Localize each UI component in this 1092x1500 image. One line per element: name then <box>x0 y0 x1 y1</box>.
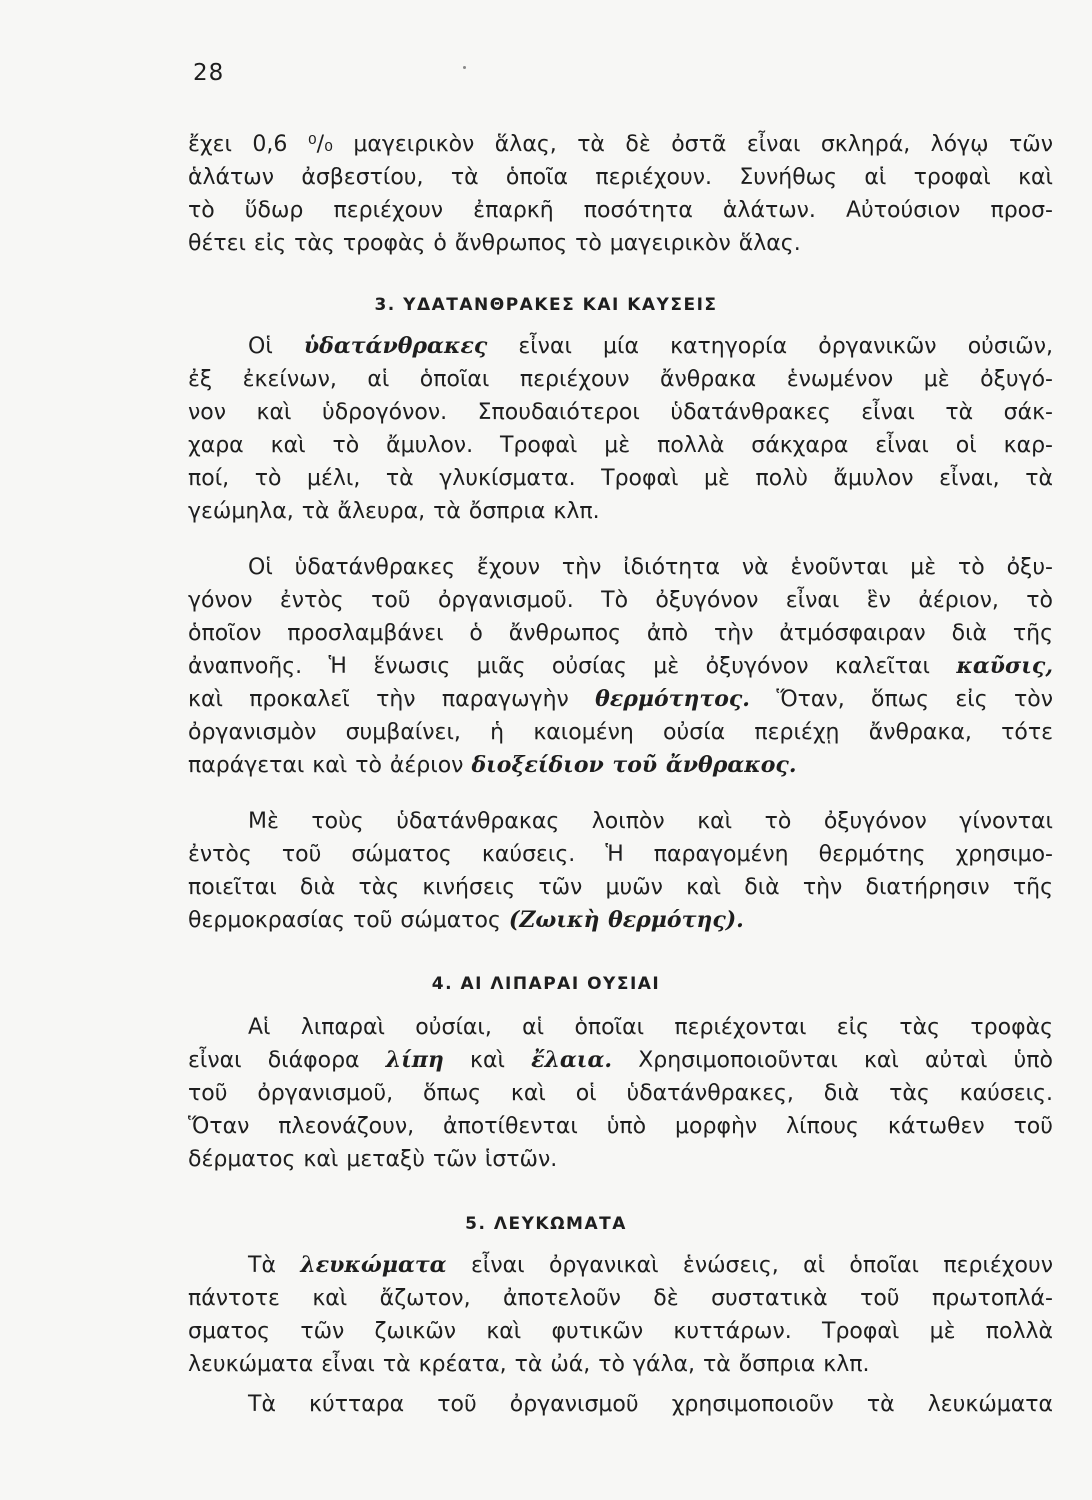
text-line: δέρματος καὶ μεταξὺ τῶν ἱστῶν. <box>188 1147 558 1172</box>
text-line: τοῦ ὀργανισμοῦ, ὅπως καὶ οἱ ὑδατάνθρακες, διὰ τὰς καύσεις. <box>188 1081 1053 1106</box>
text-fragment: Τὰ <box>248 1253 276 1278</box>
text-line: πάντοτε καὶ ἄζωτον, ἀποτελοῦν δὲ συστατικὰ τοῦ πρωτοπλά- <box>188 1286 1053 1311</box>
text-line: χαρα καὶ τὸ ἄμυλον. Τροφαὶ μὲ πολλὰ σάκχαρα εἶναι οἱ καρ- <box>188 433 1053 458</box>
text-line: θέτει εἰς τὰς τροφὰς ὁ ἄνθρωπος τὸ μαγειρικὸν ἅλας. <box>188 231 801 256</box>
text-fragment: εἶναι μία κατηγορία ὀργανικῶν οὐσιῶν, <box>518 334 1053 359</box>
paragraph-combustion <box>188 551 1053 782</box>
text-line: Αἱ λιπαραὶ οὐσίαι, αἱ ὁποῖαι περιέχονται εἰς τὰς τροφὰς <box>248 1015 1053 1040</box>
text-line: νον καὶ ὑδρογόνον. Σπουδαιότεροι ὑδατάνθρακες εἶναι τὰ σάκ- <box>188 400 1053 425</box>
text-line <box>188 650 1053 683</box>
text-line: ἐντὸς τοῦ σώματος καύσεις. Ἡ παραγομένη θερμότης χρησιμο- <box>188 842 1053 867</box>
text-fragment: ἀναπνοῆς. Ἡ ἕνωσις μιᾶς οὐσίας μὲ ὀξυγόνον καλεῖται <box>188 654 930 679</box>
term-carbohydrates: ὑδατάνθρακες <box>303 333 488 359</box>
paragraph-proteins-use <box>188 1388 1053 1421</box>
term-combustion: καῦσις, <box>956 653 1053 679</box>
text-fragment: καὶ <box>470 1048 505 1073</box>
text-fragment: Χρησιμοποιοῦνται καὶ αὐταὶ ὑπὸ <box>638 1048 1053 1073</box>
text-line: ποί, τὸ μέλι, τὰ γλυκίσματα. Τροφαὶ μὲ πολὺ ἄμυλον εἶναι, τὰ <box>188 466 1053 491</box>
section-heading-fats: 4. ΑΙ ΛΙΠΑΡΑΙ ΟΥΣΙΑΙ <box>431 974 661 994</box>
text-line <box>188 683 1053 716</box>
term-proteins: λευκώματα <box>300 1252 447 1278</box>
text-fragment: παράγεται καὶ τὸ ἀέριον <box>188 753 464 778</box>
section-heading-proteins: 5. ΛΕΥΚΩΜΑΤΑ <box>465 1214 627 1234</box>
term-fats: λίπη <box>385 1047 444 1073</box>
text-line: Οἱ ὑδατάνθρακες ἔχουν τὴν ἰδιότητα νὰ ἑνοῦνται μὲ τὸ ὀξυ- <box>248 555 1053 580</box>
paragraph-salts <box>188 128 1053 260</box>
text-line: λευκώματα εἶναι τὰ κρέατα, τὰ ὠά, τὸ γάλα, τὰ ὄσπρια κλπ. <box>188 1352 870 1377</box>
text-line <box>188 904 1053 937</box>
text-line: τὸ ὕδωρ περιέχουν ἐπαρκῆ ποσότητα ἁλάτων. Αὐτούσιον προσ- <box>188 198 1053 223</box>
text-line <box>188 1249 1053 1282</box>
text-fragment: καὶ προκαλεῖ τὴν παραγωγὴν <box>188 687 569 712</box>
text-line: Τὰ κύτταρα τοῦ ὀργανισμοῦ χρησιμοποιοῦν τὰ λευκώματα <box>248 1392 1053 1417</box>
text-fragment: εἶναι διάφορα <box>188 1048 360 1073</box>
term-oils: ἔλαια. <box>531 1047 613 1073</box>
text-line: γεώμηλα, τὰ ἄλευρα, τὰ ὄσπρια κλπ. <box>188 499 600 524</box>
term-animal-heat: (Ζωικὴ θερμότης). <box>508 907 744 933</box>
text-fragment: θερμοκρασίας τοῦ σώματος <box>188 908 501 933</box>
text-line <box>188 330 1053 363</box>
text-line: ἔχει 0,6 ⁰/₀ μαγειρικὸν ἅλας, τὰ δὲ ὀστᾶ εἶναι σκληρά, λόγῳ τῶν <box>188 132 1053 157</box>
text-line: σματος τῶν ζωικῶν καὶ φυτικῶν κυττάρων. Τροφαὶ μὲ πολλὰ <box>188 1319 1053 1344</box>
paragraph-body-heat <box>188 805 1053 937</box>
text-line: γόνον ἐντὸς τοῦ ὀργανισμοῦ. Τὸ ὀξυγόνον εἶναι ἓν ἀέριον, τὸ <box>188 588 1053 613</box>
text-line: ἁλάτων ἀσβεστίου, τὰ ὁποῖα περιέχουν. Συνήθως αἱ τροφαὶ καὶ <box>188 165 1053 190</box>
text-line: Ὅταν πλεονάζουν, ἀποτίθενται ὑπὸ μορφὴν λίπους κάτωθεν τοῦ <box>188 1114 1053 1139</box>
paragraph-fats <box>188 1011 1053 1176</box>
text-line <box>188 1044 1053 1077</box>
paragraph-carbohydrates-intro <box>188 330 1053 528</box>
text-line: ἐξ ἐκείνων, αἱ ὁποῖαι περιέχουν ἄνθρακα ἑνωμένον μὲ ὀξυγό- <box>188 367 1053 392</box>
text-fragment: Ὅταν, ὅπως εἰς τὸν <box>776 687 1053 712</box>
page-number: 28 <box>193 60 225 86</box>
term-carbon-dioxide: διοξείδιον τοῦ ἄνθρακος. <box>471 752 797 778</box>
term-heat: θερμότητος. <box>595 686 750 712</box>
text-line: Μὲ τοὺς ὑδατάνθρακας λοιπὸν καὶ τὸ ὀξυγόνον γίνονται <box>248 809 1053 834</box>
text-line: ὁποῖον προσλαμβάνει ὁ ἄνθρωπος ἀπὸ τὴν ἀτμόσφαιραν διὰ τῆς <box>188 621 1053 646</box>
text-line <box>188 749 1053 782</box>
text-line: ποιεῖται διὰ τὰς κινήσεις τῶν μυῶν καὶ διὰ τὴν διατήρησιν τῆς <box>188 875 1053 900</box>
section-heading-carbohydrates: 3. ΥΔΑΤΑΝΘΡΑΚΕΣ ΚΑΙ ΚΑΥΣΕΙΣ <box>374 295 718 315</box>
paragraph-proteins <box>188 1249 1053 1381</box>
text-fragment: Οἱ <box>248 334 273 359</box>
text-fragment: εἶναι ὀργανικαὶ ἑνώσεις, αἱ ὁποῖαι περιέχουν <box>471 1253 1053 1278</box>
text-line: ὀργανισμὸν συμβαίνει, ἡ καιομένη οὐσία περιέχῃ ἄνθρακα, τότε <box>188 720 1053 745</box>
print-speck <box>463 66 466 69</box>
